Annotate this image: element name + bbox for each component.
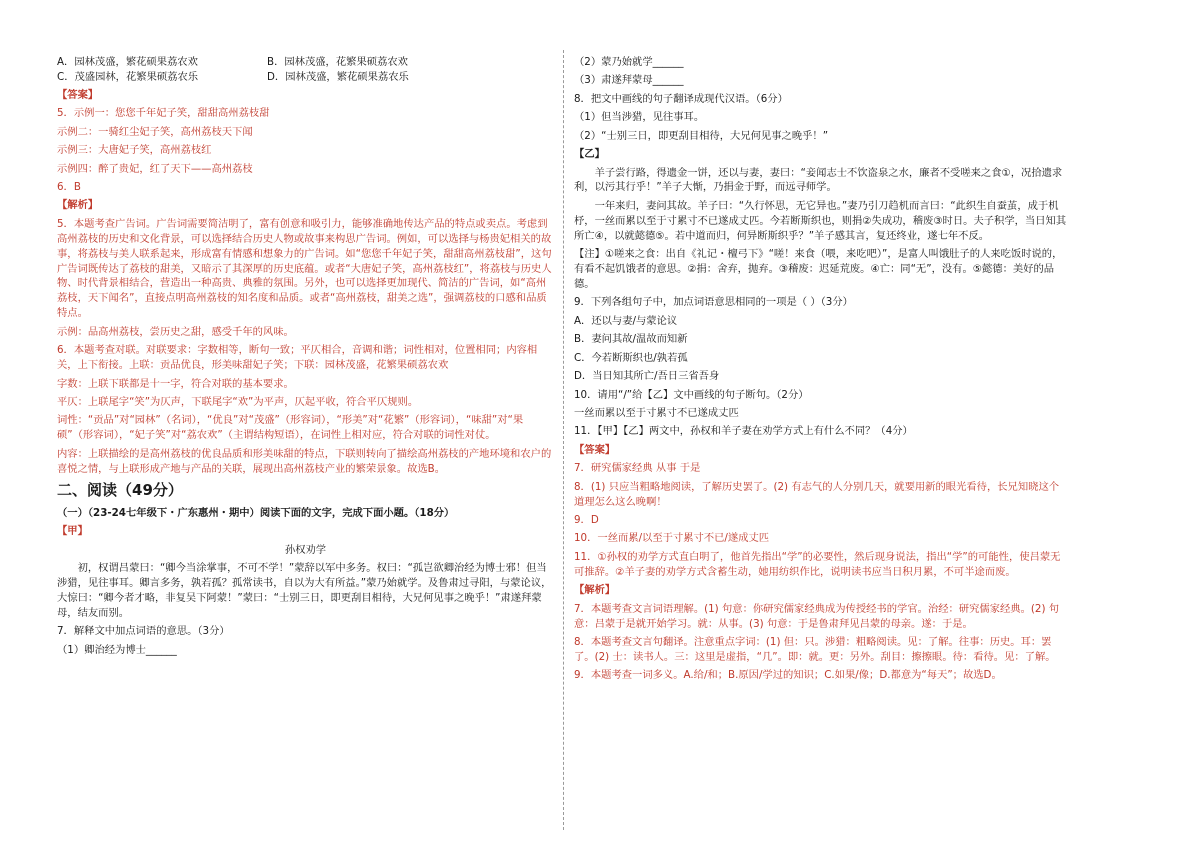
- passage-yi-paragraph: 一年来归，妻问其故。羊子曰：“久行怀思，无它异也。”妻乃引刀趋机而言曰：“此织生自蚕茧，成于机杼，一丝而累以至于寸累寸不已遂成丈匹。今若断斯织也，则捐②失成功，稽废③时日。夫子积学，当日知其所亡④，以就懿德⑤。若中道而归，何异断斯织乎？”羊子感其言，复还终业，遂七年不反。: [574, 199, 1067, 242]
- left-column: [57, 55, 554, 661]
- answer-heading: 【答案】: [57, 88, 99, 101]
- analysis-7: 7．本题考查文言词语理解。(1) 句意：你研究儒家经典成为传授经书的学官。治经：研究儒家经典。(2) 句意：吕蒙于是就开始学习。就：从事。(3) 句意：于是鲁肃拜见吕蒙的母亲。遂：于是。: [574, 602, 1060, 630]
- option-row: [57, 55, 554, 70]
- answer-7: 7．研究儒家经典 从事 于是: [574, 462, 701, 475]
- question-8-2: （2）“士别三日，即更刮目相待，大兄何见事之晚乎！”: [574, 129, 829, 142]
- answer-line: 示例三：大唐妃子笑，高州荔枝红: [57, 144, 212, 157]
- option-a: A．园林茂盛，繁花硕果荔农欢: [57, 56, 198, 68]
- question-9-option: A．还以与妻/与蒙论议: [574, 314, 678, 327]
- passage-yi-label: 【乙】: [574, 148, 605, 161]
- answer-line: 6．B: [57, 180, 81, 193]
- question-8: 8．把文中画线的句子翻译成现代汉语。（6分）: [574, 92, 788, 105]
- question-9: 9．下列各组句子中，加点词语意思相同的一项是（ ）（3分）: [574, 296, 853, 309]
- passage-note: 【注】①嗟来之食：出自《礼记・檀弓下》“嗟！来食（喂，来吃吧）”，是富人叫饿肚子的人来吃饭时说的，有看不起饥饿者的意思。②捐：舍弃，抛弃。③稽废：迟延荒废。④亡：同“无”，没有。⑤懿德：美好的品德。: [574, 248, 1063, 290]
- analysis-heading: 【解析】: [57, 199, 99, 212]
- option-c: C．茂盛园林，花繁果硕荔农乐: [57, 70, 199, 83]
- question-7-2: （2）蒙乃始就学______: [574, 56, 684, 68]
- answer-8: 8．(1) 只应当粗略地阅读，了解历史罢了。(2) 有志气的人分别几天，就要用新的眼光看待，长兄知晓这个道理怎么这么晚啊！: [574, 480, 1060, 508]
- analysis-paragraph: 内容：上联描绘的是高州荔枝的优良品质和形美味甜的特点，下联则转向了描绘高州荔枝的产地环境和农户的喜悦之情，与上联形成产地与产品的关联，展现出高州荔枝产业的繁荣景象。故选B。: [57, 447, 552, 475]
- question-10-sentence: 一丝而累以至于寸累寸不已遂成丈匹: [574, 406, 739, 419]
- analysis-paragraph: 平仄：上联尾字“笑”为仄声，下联尾字“欢”为平声，仄起平收，符合平仄规则。: [57, 395, 419, 408]
- passage-text: 初，权谓吕蒙曰：“卿今当涂掌事，不可不学！”蒙辞以军中多务。权曰：“孤岂欲卿治经为博士邪！但当涉猎，见往事耳。卿言多务，孰若孤？孤常读书，自以为大有所益。”蒙乃始就学。及鲁肃过寻阳，与蒙论议，大惊曰：“卿今者才略，非复吴下阿蒙！”蒙曰：“士别三日，即更刮目相待，大兄何见事之晚乎！”肃遂拜蒙母，结友而别。: [57, 562, 552, 619]
- analysis-heading: 【解析】: [574, 584, 616, 597]
- option-row: [57, 70, 554, 85]
- question-7-3: （3）肃遂拜蒙母______: [574, 74, 684, 87]
- option-b: B．园林茂盛，花繁果硕荔农欢: [267, 56, 408, 68]
- passage-jia-label: 【甲】: [57, 525, 88, 538]
- question-10: 10．请用“/”给【乙】文中画线的句子断句。（2分）: [574, 388, 809, 401]
- analysis-paragraph: 词性：“贡品”对“园林”（名词），“优良”对“茂盛”（形容词），“形美”对“花繁”（形容词），“味甜”对“果硕”（形容词），“妃子笑”对“荔农欢”（主谓结构短语），在词性上相对应，符合对联的词性对仗。: [57, 414, 524, 442]
- passage-yi-paragraph: 羊子尝行路，得遗金一饼，还以与妻，妻曰：“妾闻志士不饮盗泉之水，廉者不受嗟来之食①，况拾遗求利，以污其行乎！”羊子大惭，乃捐金于野，而远寻师学。: [574, 166, 1063, 194]
- question-9-option: B．妻问其故/温故而知新: [574, 333, 688, 346]
- answer-10: 10．一丝而累/以至于寸累寸不已/遂成丈匹: [574, 532, 770, 545]
- section-title: 二、阅读（49分）: [57, 481, 183, 500]
- analysis-paragraph: 示例：品高州荔枝，尝历史之甜，感受千年的风味。: [57, 325, 294, 338]
- question-7: 7．解释文中加点词语的意思。（3分）: [57, 625, 230, 638]
- question-8-1: （1）但当涉猎，见往事耳。: [574, 111, 705, 124]
- answer-line: 示例四：醉了贵妃，红了天下——高州荔枝: [57, 162, 253, 175]
- option-d: D．园林茂盛，繁花硕果荔农乐: [267, 70, 409, 83]
- question-11: 11．【甲】【乙】两文中，孙权和羊子妻在劝学方式上有什么不同？（4分）: [574, 425, 913, 438]
- answer-heading: 【答案】: [574, 443, 616, 456]
- passage-title: 孙权劝学: [284, 543, 327, 556]
- question-9-option: D．当日知其所亡/吾日三省吾身: [574, 370, 720, 383]
- analysis-paragraph: 5．本题考查广告词。广告词需要简洁明了，富有创意和吸引力，能够准确地传达产品的特点或卖点。考虑到高州荔枝的历史和文化背景，可以选择结合历史人物或故事来构思广告词。例如，可以选择与杨贵妃相关的故事，将荔枝与美人联系起来，形成富有情感和想象力的广告词。如“您您千年妃子笑，甜甜高州荔枝甜”，这句广告词既传达了荔枝的甜美，又暗示了其深厚的历史底蕴。或者“大唐妃子笑，高州荔枝红”，将荔枝与历史人物、时代背景相结合，营造出一种高贵、典雅的氛围。另外，也可以选择更加现代、简洁的广告词，如“高州荔枝，天下闻名”，直接点明高州荔枝的知名度和品质。或者“高州荔枝，甜美之选”，强调荔枝的口感和品质特点。: [57, 217, 552, 320]
- analysis-9: 9．本题考查一词多义。A.给/和；B.原因/学过的知识；C.如果/像；D.都意为“每天”；故选D。: [574, 669, 1002, 682]
- analysis-paragraph: 6．本题考查对联。对联要求：字数相等，断句一致；平仄相合，音调和谐；词性相对，位置相同；内容相关，上下衔接。上联：贡品优良，形美味甜妃子笑；下联：园林茂盛，花繁果硕荔农欢: [57, 344, 538, 372]
- answer-line: 示例二：一骑红尘妃子笑，高州荔枝天下闻: [57, 125, 253, 138]
- answer-9: 9．D: [574, 513, 599, 526]
- question-9-option: C．今若断斯织也/孰若孤: [574, 351, 688, 364]
- answer-line: 5．示例一：您您千年妃子笑，甜甜高州荔枝甜: [57, 107, 270, 120]
- analysis-paragraph: 字数：上联下联都是十一字，符合对联的基本要求。: [57, 377, 294, 390]
- passage-intro: （一）（23-24七年级下・广东惠州・期中）阅读下面的文字，完成下面小题。（18分）: [57, 506, 455, 519]
- answer-11: 11．①孙权的劝学方式直白明了，他首先指出“学”的必要性，然后现身说法，指出“学”的可能性，使吕蒙无可推辞。②羊子妻的劝学方式含蓄生动，她用纺织作比，说明读书应当日积月累，不可半途而废。: [574, 550, 1061, 578]
- right-column: [574, 55, 1068, 687]
- question-7-1: （1）卿治经为博士______: [57, 643, 177, 656]
- analysis-8: 8．本题考查文言句翻译。注意重点字词：(1) 但：只。涉猎：粗略阅读。见：了解。往事：历史。耳：罢了。(2) 士：读书人。三：这里是虚指，“几”。即：就。更：另外。刮目：擦擦眼。待：看待。见：了解。: [574, 635, 1056, 663]
- column-divider: [563, 50, 564, 830]
